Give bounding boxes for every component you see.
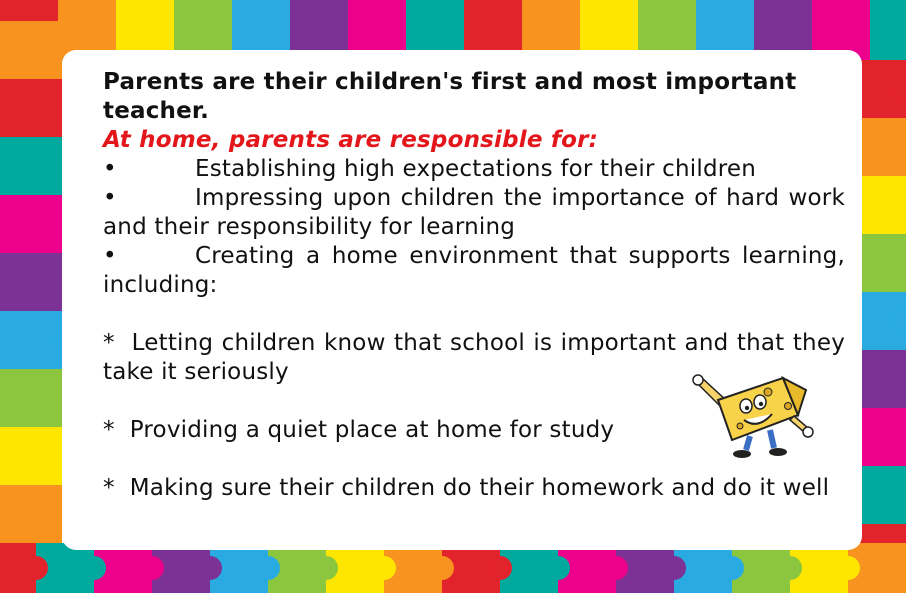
star-item-2 [103,416,663,445]
slide-heading: Parents are their children's first and most important teacher. [103,69,797,124]
star-text: Providing a quiet place at home for study [129,417,615,443]
star-marker: * [103,330,115,356]
bullet-item-3 [103,242,845,300]
bullet-item-2 [103,184,845,242]
bullet-text: Impressing upon children the importance of hard work and their responsibility for learning [103,185,845,240]
slide-subheading: At home, parents are responsible for: [103,127,599,153]
star-item-3 [103,474,845,503]
puzzle-knob [778,556,802,580]
puzzle-knob [198,556,222,580]
puzzle-knob [82,556,106,580]
puzzle-knob [430,556,454,580]
puzzle-knob [836,556,860,580]
puzzle-knob [488,556,512,580]
puzzle-knob [604,556,628,580]
puzzle-knob [662,556,686,580]
puzzle-knob [24,556,48,580]
bullet-marker: • [103,156,117,182]
puzzle-knob [314,556,338,580]
puzzle-knob [140,556,164,580]
star-marker: * [103,417,115,443]
star-marker: * [103,475,115,501]
bullet-marker: • [103,185,117,211]
puzzle-knob [546,556,570,580]
puzzle-knob [372,556,396,580]
cheese-mascot-icon [688,370,818,460]
bullet-marker: • [103,243,117,269]
star-text: Making sure their children do their homework and do it well [129,475,830,501]
bullet-text: Creating a home environment that supports learning, including: [103,243,845,298]
puzzle-knob [720,556,744,580]
bullet-item-1 [103,155,845,184]
puzzle-knob [256,556,280,580]
star-text: Letting children know that school is important and that they take it seriously [103,330,846,385]
bullet-text: Establishing high expectations for their children [195,156,757,182]
